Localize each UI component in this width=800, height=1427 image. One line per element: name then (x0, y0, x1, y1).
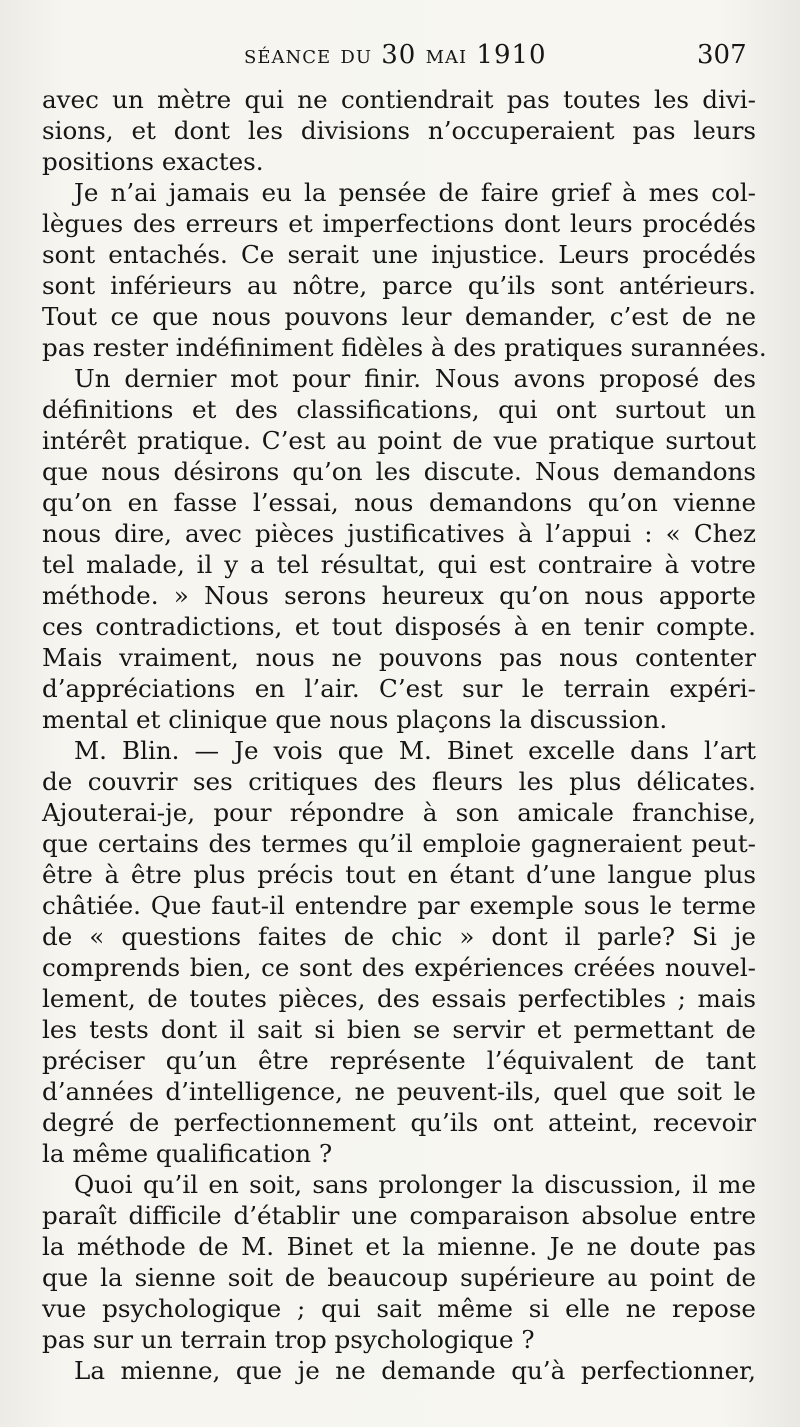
text-line: que certains des termes qu’il emploie gagneraient peut- (42, 829, 756, 858)
text-line: degré de perfectionnement qu’ils ont atteint, recevoir (42, 1108, 756, 1137)
text-line: Quoi qu’il en soit, sans prolonger la discussion, il me (74, 1170, 756, 1199)
text-line: qu’on en fasse l’essai, nous demandons qu’on vienne (42, 488, 756, 517)
text-line: préciser qu’un être représente l’équivalent de tant (42, 1046, 756, 1075)
body-text (42, 84, 767, 1386)
text-line: de « questions faites de chic » dont il parle? Si je (42, 922, 756, 951)
text-line: ces contradictions, et tout disposés à en tenir compte. (42, 612, 756, 641)
text-line: Tout ce que nous pouvons leur demander, c’est de ne (42, 302, 756, 331)
text-line: la méthode de M. Binet et la mienne. Je ne doute pas (42, 1232, 756, 1261)
text-line: de couvrir ses critiques des fleurs les plus délicates. (42, 767, 756, 796)
text-line: que la sienne soit de beaucoup supérieure au point de (42, 1263, 756, 1292)
text-line: avec un mètre qui ne contiendrait pas toutes les divi- (42, 85, 756, 114)
text-line: méthode. » Nous serons heureux qu’on nous apporte (42, 581, 756, 610)
text-line: que nous désirons qu’on les discute. Nous demandons (42, 457, 756, 486)
text-line: d’appréciations en l’air. C’est sur le terrain expéri- (42, 674, 756, 703)
text-line: la même qualification ? (42, 1139, 333, 1168)
text-line: les tests dont il sait si bien se servir et permettant de (42, 1015, 756, 1044)
text-line: pas rester indéfiniment fidèles à des pratiques surannées. (42, 333, 767, 362)
text-line: tel malade, il y a tel résultat, qui est contraire à votre (42, 550, 756, 579)
text-line: La mienne, que je ne demande qu’à perfectionner, (74, 1356, 756, 1385)
text-line: paraît difficile d’établir une comparaison absolue entre (42, 1201, 756, 1230)
running-head: séance du 30 mai 1910 (244, 40, 547, 70)
text-line: M. Blin. — Je vois que M. Binet excelle dans l’art (74, 736, 756, 765)
text-line: être à être plus précis tout en étant d’une langue plus (42, 860, 756, 889)
text-line: Je n’ai jamais eu la pensée de faire grief à mes col- (74, 178, 756, 207)
text-line: Mais vraiment, nous ne pouvons pas nous contenter (42, 643, 756, 672)
page-number: 307 (697, 40, 747, 70)
text-line: lègues des erreurs et imperfections dont leurs procédés (42, 209, 756, 238)
text-line: comprends bien, ce sont des expériences créées nouvel- (42, 953, 756, 982)
text-line: sions, et dont les divisions n’occuperaient pas leurs (42, 116, 756, 145)
text-line: vue psychologique ; qui sait même si elle ne repose (42, 1294, 756, 1323)
text-line: nous dire, avec pièces justificatives à l’appui : « Chez (42, 519, 756, 548)
text-line: pas sur un terrain trop psychologique ? (42, 1325, 535, 1354)
text-line: lement, de toutes pièces, des essais perfectibles ; mais (42, 984, 756, 1013)
text-line: d’années d’intelligence, ne peuvent-ils, quel que soit le (42, 1077, 756, 1106)
text-line: Ajouterai-je, pour répondre à son amicale franchise, (42, 798, 756, 827)
page-header (0, 38, 800, 78)
text-line: intérêt pratique. C’est au point de vue pratique surtout (42, 426, 756, 455)
text-line: positions exactes. (42, 147, 264, 176)
text-line: châtiée. Que faut-il entendre par exemple sous le terme (42, 891, 756, 920)
text-line: sont entachés. Ce serait une injustice. Leurs procédés (42, 240, 756, 269)
text-line: Un dernier mot pour finir. Nous avons proposé des (74, 364, 756, 393)
text-line: définitions et des classifications, qui ont surtout un (42, 395, 756, 424)
text-line: sont inférieurs au nôtre, parce qu’ils sont antérieurs. (42, 271, 756, 300)
text-line: mental et clinique que nous plaçons la discussion. (42, 705, 668, 734)
